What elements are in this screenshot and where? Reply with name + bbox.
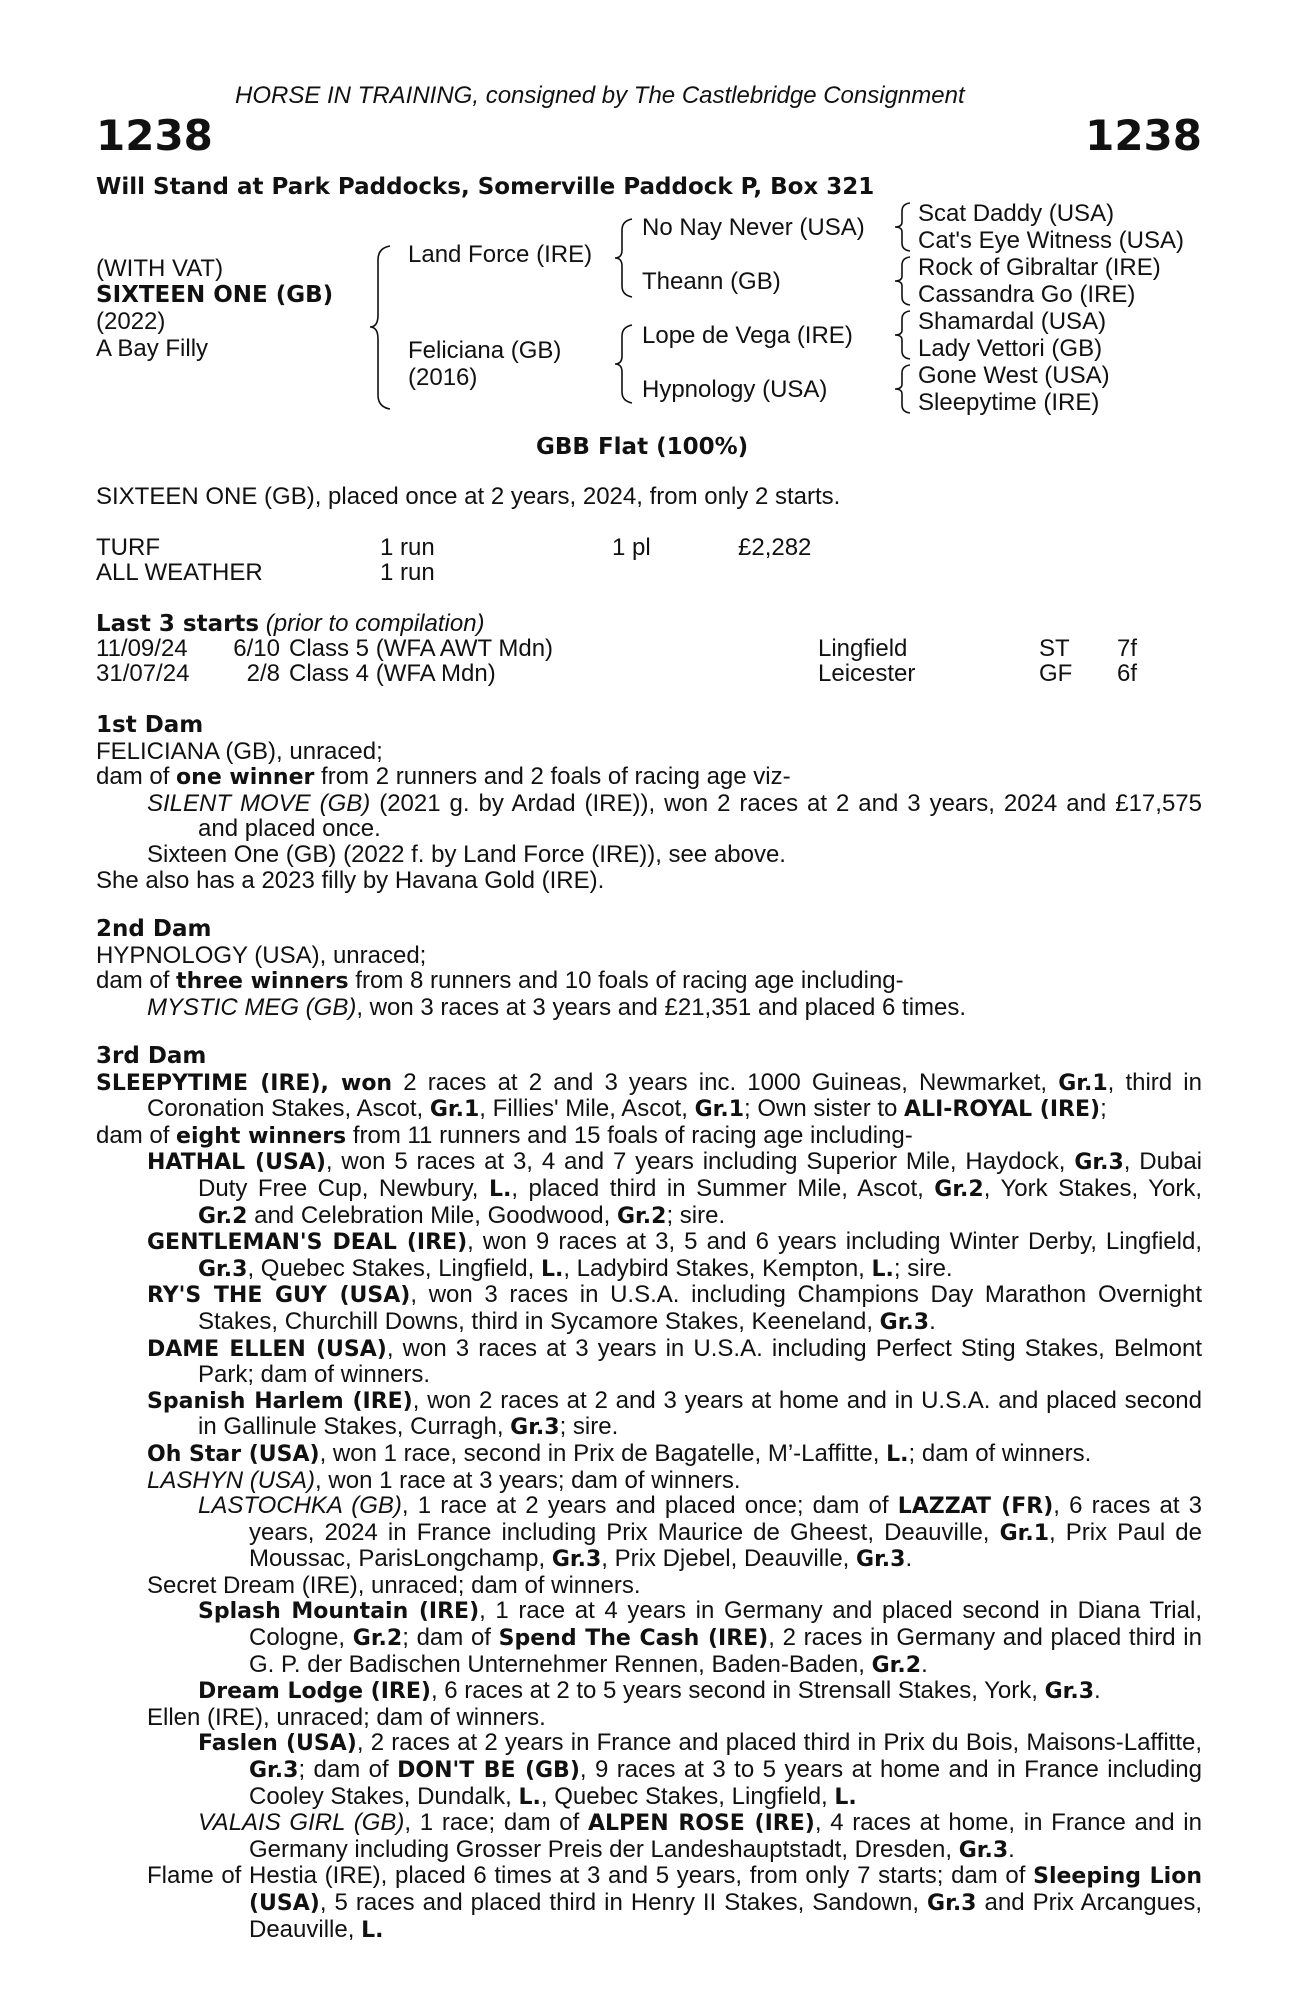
- second-dam-produce: dam of three winners from 8 runners and 10 foals of racing age including-: [96, 967, 904, 995]
- first-dam-offspring-1: SILENT MOVE (GB) (2021 g. by Ardad (IRE)), won 2 races at 2 and 3 years, 2024 and £17,575 and placed once.: [147, 789, 1202, 843]
- last-starts-heading: [96, 611, 485, 637]
- gg-5: Shamardal (USA): [918, 308, 1107, 335]
- first-dam-note: She also has a 2023 filly by Havana Gold (IRE).: [96, 866, 605, 894]
- gg-1: Scat Daddy (USA): [918, 200, 1115, 227]
- record-aw-runs: 1 run: [380, 559, 435, 586]
- third-dam-lashyn: LASHYN (USA), won 1 race at 3 years; dam of winners.: [147, 1466, 741, 1494]
- first-dam-heading: 1st Dam: [96, 712, 204, 738]
- race-summary: SIXTEEN ONE (GB), placed once at 2 years, 2024, from only 2 starts.: [96, 483, 841, 510]
- dam-dam: Hypnology (USA): [642, 376, 828, 403]
- record-turf-runs: 1 run: [380, 534, 435, 561]
- pedigree-brace-dam: [612, 324, 636, 404]
- record-turf-placings: 1 pl: [612, 534, 651, 561]
- third-dam-ellen: Ellen (IRE), unraced; dam of winners.: [147, 1703, 546, 1731]
- start-2-race: Class 4 (WFA Mdn): [289, 660, 496, 687]
- start-2-date: 31/07/24: [96, 660, 190, 687]
- lot-number-left: 1238: [96, 111, 213, 160]
- third-dam-section: [96, 1043, 1202, 1943]
- third-dam-valais-girl: VALAIS GIRL (GB), 1 race; dam of ALPEN ROSE (IRE), 4 races at home, in France and in Germany including Grosser Preis der Landeshauptstadt, Dresden, Gr.3.: [198, 1809, 1202, 1863]
- start-1-position: 6/10: [233, 635, 280, 662]
- start-1-course: Lingfield: [818, 635, 908, 662]
- third-dam-hathal: HATHAL (USA), won 5 races at 3, 4 and 7 years including Superior Mile, Haydock, Gr.3, Dubai Duty Free Cup, Newbury, L., placed third in Summer Mile, Ascot, Gr.2, York Stakes, York, Gr.2 and Celebration Mile, Goodwood, Gr.2; sire.: [147, 1148, 1203, 1229]
- first-dam-offspring-2: Sixteen One (GB) (2022 f. by Land Force (IRE)), see above.: [147, 840, 786, 868]
- record-turf-surface: TURF: [96, 534, 160, 561]
- gg-4: Cassandra Go (IRE): [918, 281, 1136, 308]
- third-dam-flame-of-hestia: Flame of Hestia (IRE), placed 6 times at 3 and 5 years, from only 7 starts; dam of Sleeping Lion (USA), 5 races and placed third in Henry II Stakes, Sandown, Gr.3 and Prix Arcangues, Deauville, L.: [147, 1862, 1203, 1943]
- lot-number-right: 1238: [1085, 111, 1202, 160]
- third-dam-sleepytime: SLEEPYTIME (IRE), won 2 races at 2 and 3 years inc. 1000 Guineas, Newmarket, Gr.1, third in Coronation Stakes, Ascot, Gr.1, Fillies' Mile, Ascot, Gr.1; Own sister to ALI-ROYAL (IRE);: [96, 1068, 1202, 1123]
- second-dam-line: HYPNOLOGY (USA), unraced;: [96, 941, 427, 969]
- stand-location: Will Stand at Park Paddocks, Somerville Paddock P, Box 321: [96, 174, 875, 200]
- start-2-going: GF: [1039, 660, 1073, 687]
- gg-8: Sleepytime (IRE): [918, 389, 1100, 416]
- record-turf-prize: £2,282: [738, 534, 812, 561]
- record-aw-surface: ALL WEATHER: [96, 559, 263, 586]
- gbb-rating: GBB Flat (100%): [536, 434, 749, 460]
- third-dam-secret-dream: Secret Dream (IRE), unraced; dam of winners.: [147, 1571, 641, 1599]
- horse-description: A Bay Filly: [96, 335, 209, 362]
- start-2-position: 2/8: [246, 660, 280, 687]
- third-dam-rys-the-guy: RY'S THE GUY (USA), won 3 races in U.S.A. including Champions Day Marathon Overnight Stakes, Churchill Downs, third in Sycamore Stakes, Keeneland, Gr.3.: [147, 1281, 1202, 1335]
- last-starts-note: (prior to compilation): [265, 610, 485, 637]
- third-dam-gentlemans-deal: GENTLEMAN'S DEAL (IRE), won 9 races at 3, 5 and 6 years including Winter Derby, Lingfield, Gr.3, Quebec Stakes, Lingfield, L., Ladybird Stakes, Kempton, L.; sire.: [147, 1228, 1202, 1282]
- third-dam-produce: dam of eight winners from 11 runners and 15 foals of racing age including-: [96, 1121, 913, 1149]
- start-2-course: Leicester: [818, 660, 916, 687]
- pedigree-brace-main: [368, 245, 398, 410]
- third-dam-dame-ellen: DAME ELLEN (USA), won 3 races at 3 years in U.S.A. including Perfect Sting Stakes, Belmont Park; dam of winners.: [147, 1334, 1202, 1389]
- horse-year: (2022): [96, 308, 166, 335]
- dam-sire: Lope de Vega (IRE): [642, 322, 853, 349]
- pedigree-brace-g4: [893, 364, 913, 414]
- pedigree-brace-g1: [893, 202, 913, 252]
- gg-2: Cat's Eye Witness (USA): [918, 227, 1184, 254]
- pedigree-brace-g3: [893, 310, 913, 360]
- dam-year: (2016): [408, 364, 478, 391]
- third-dam-heading: 3rd Dam: [96, 1043, 207, 1069]
- sire-sire: No Nay Never (USA): [642, 214, 865, 241]
- third-dam-oh-star: Oh Star (USA), won 1 race, second in Prix de Bagatelle, M’-Laffitte, L.; dam of winners.: [147, 1439, 1092, 1467]
- first-dam-section: [96, 712, 1202, 893]
- third-dam-spanish-harlem: Spanish Harlem (IRE), won 2 races at 2 and 3 years at home and in U.S.A. and placed second in Gallinule Stakes, Curragh, Gr.3; sire.: [147, 1386, 1203, 1441]
- start-1-distance: 7f: [1117, 635, 1138, 662]
- third-dam-splash-mountain: Splash Mountain (IRE), 1 race at 4 years in Germany and placed second in Diana Trial, Cologne, Gr.2; dam of Spend The Cash (IRE), 2 races in Germany and placed third in G. P. der Badischen Unternehmer Rennen, Baden-Baden, Gr.2.: [198, 1597, 1202, 1678]
- start-1-race: Class 5 (WFA AWT Mdn): [289, 635, 554, 662]
- last-starts-title: Last 3 starts: [96, 611, 260, 637]
- third-dam-faslen: Faslen (USA), 2 races at 2 years in France and placed third in Prix du Bois, Maisons-Laffitte, Gr.3; dam of DON'T BE (GB), 9 races at 3 to 5 years at home and in France including Cooley Stakes, Dundalk, L., Quebec Stakes, Lingfield, L.: [198, 1729, 1203, 1810]
- start-1-going: ST: [1039, 635, 1070, 662]
- third-dam-lastochka: LASTOCHKA (GB), 1 race at 2 years and placed once; dam of LAZZAT (FR), 6 races at 3 years, 2024 in France including Prix Maurice de Gheest, Deauville, Gr.1, Prix Paul de Moussac, ParisLongchamp, Gr.3, Prix Djebel, Deauville, Gr.3.: [198, 1492, 1203, 1573]
- second-dam-section: [96, 916, 1202, 1020]
- dam: Feliciana (GB): [408, 337, 562, 364]
- gg-6: Lady Vettori (GB): [918, 335, 1103, 362]
- consignment-line: HORSE IN TRAINING, consigned by The Castlebridge Consignment: [235, 82, 965, 109]
- first-dam-produce: dam of one winner from 2 runners and 2 foals of racing age viz-: [96, 763, 791, 791]
- third-dam-dream-lodge: Dream Lodge (IRE), 6 races at 2 to 5 years second in Strensall Stakes, York, Gr.3.: [198, 1677, 1101, 1705]
- gg-7: Gone West (USA): [918, 362, 1110, 389]
- sire: Land Force (IRE): [408, 241, 593, 268]
- pedigree-brace-sire: [612, 218, 636, 298]
- second-dam-offspring-1: MYSTIC MEG (GB), won 3 races at 3 years and £21,351 and placed 6 times.: [147, 993, 967, 1021]
- sire-dam: Theann (GB): [642, 268, 781, 295]
- pedigree-brace-g2: [893, 256, 913, 306]
- first-dam-line: FELICIANA (GB), unraced;: [96, 737, 383, 765]
- start-2-distance: 6f: [1117, 660, 1138, 687]
- gg-3: Rock of Gibraltar (IRE): [918, 254, 1161, 281]
- horse-name: SIXTEEN ONE (GB): [96, 282, 334, 308]
- vat-label: (WITH VAT): [96, 255, 224, 282]
- second-dam-heading: 2nd Dam: [96, 916, 212, 942]
- start-1-date: 11/09/24: [96, 635, 188, 662]
